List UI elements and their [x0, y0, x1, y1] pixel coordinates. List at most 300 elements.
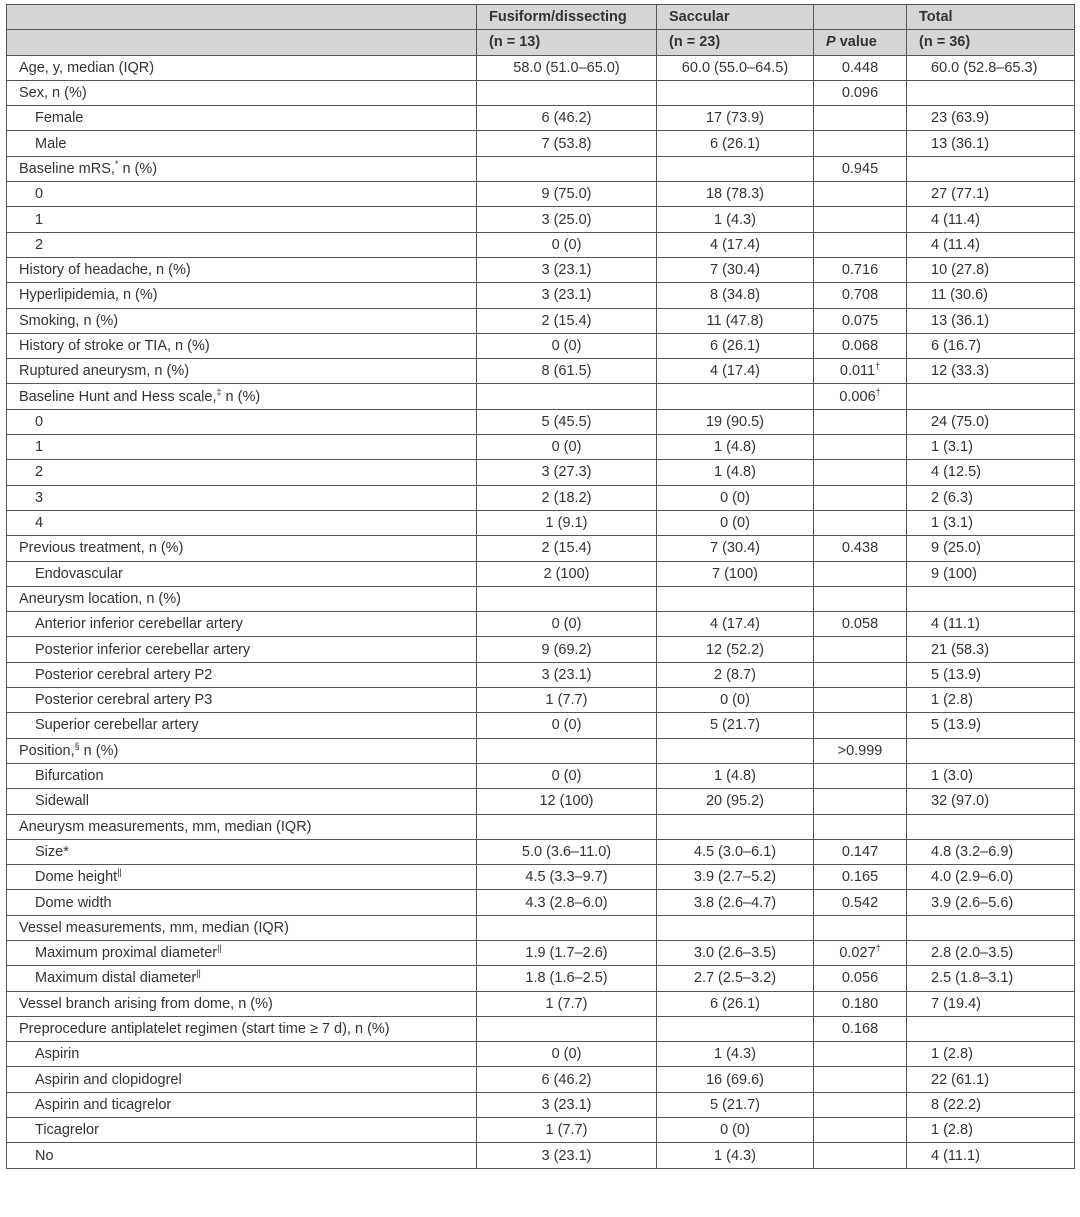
total-value [907, 561, 1075, 586]
total-value [907, 536, 1075, 561]
row-label-text: History of headache, n (%) [19, 262, 191, 279]
total-value-text: 1 (3.0) [931, 768, 973, 785]
fusiform-value-text: 0 (0) [551, 616, 582, 633]
row-label [7, 510, 477, 535]
p-value [814, 232, 907, 257]
row-label [7, 485, 477, 510]
table-row [7, 1016, 1075, 1041]
total-value [907, 890, 1075, 915]
total-value [907, 1016, 1075, 1041]
total-value-text: 3.9 (2.6–5.6) [931, 894, 1014, 911]
fusiform-value [477, 662, 657, 687]
saccular-value [657, 1143, 814, 1168]
table-row [7, 1118, 1075, 1143]
fusiform-value-text: 3 (23.1) [541, 666, 592, 683]
p-value-text: 0.438 [841, 540, 879, 557]
row-label-text: No [35, 1147, 54, 1164]
fusiform-value [477, 612, 657, 637]
fusiform-value-text: 3 (23.1) [541, 1147, 592, 1164]
saccular-value [657, 55, 814, 80]
total-value [907, 738, 1075, 763]
fusiform-value [477, 1067, 657, 1092]
row-label-text: Aneurysm location, n (%) [19, 590, 181, 607]
row-label-text: 0 [35, 413, 44, 430]
saccular-value-text: 4.5 (3.0–6.1) [693, 843, 777, 860]
saccular-value [657, 485, 814, 510]
saccular-value-text: 5 (21.7) [710, 717, 760, 734]
row-label-text: Position, [19, 742, 75, 759]
header-cell-saccular: Saccular [657, 5, 814, 30]
total-value [907, 283, 1075, 308]
row-label-suffix: n (%) [79, 742, 119, 759]
p-value-text: 0.006 [839, 388, 876, 405]
table-row [7, 637, 1075, 662]
row-label-text: Dome height [35, 869, 118, 886]
fusiform-value [477, 435, 657, 460]
row-label-text: Baseline mRS, [19, 160, 115, 177]
fusiform-value [477, 1092, 657, 1117]
table-row [7, 991, 1075, 1016]
row-label [7, 991, 477, 1016]
table-row [7, 232, 1075, 257]
saccular-value-text: 0 (0) [720, 515, 750, 532]
saccular-value-text: 1 (4.3) [714, 1147, 756, 1164]
fusiform-value-text: 3 (23.1) [541, 1096, 592, 1113]
saccular-value [657, 688, 814, 713]
saccular-value [657, 865, 814, 890]
header-cell-fusiform-n: (n = 13) [477, 30, 657, 55]
saccular-value-text: 1 (4.8) [714, 439, 756, 456]
fusiform-value-text: 5 (45.5) [541, 413, 592, 430]
total-value-text: 4 (11.1) [931, 616, 980, 633]
row-label [7, 940, 477, 965]
saccular-value [657, 915, 814, 940]
total-value [907, 131, 1075, 156]
row-label-suffix: n (%) [221, 388, 261, 405]
total-value-text: 5 (13.9) [931, 717, 981, 734]
saccular-value [657, 637, 814, 662]
table-row [7, 536, 1075, 561]
total-value-text: 1 (3.1) [931, 515, 973, 532]
total-value-text: 1 (3.1) [931, 439, 973, 456]
total-value-text: 1 (2.8) [931, 692, 973, 709]
total-value [907, 662, 1075, 687]
total-value [907, 1118, 1075, 1143]
total-value-text: 32 (97.0) [931, 793, 990, 810]
p-value-text: 0.147 [841, 843, 879, 860]
total-value-text: 1 (2.8) [931, 1122, 973, 1139]
total-value [907, 182, 1075, 207]
row-label [7, 55, 477, 80]
saccular-value-text: 18 (78.3) [705, 186, 765, 203]
total-value-text: 9 (25.0) [931, 540, 981, 557]
saccular-value-text: 6 (26.1) [710, 995, 760, 1012]
saccular-value-text: 1 (4.3) [714, 1046, 756, 1063]
saccular-value [657, 460, 814, 485]
row-label [7, 738, 477, 763]
p-value [814, 156, 907, 181]
p-value [814, 182, 907, 207]
total-value [907, 713, 1075, 738]
p-value [814, 637, 907, 662]
fusiform-value [477, 586, 657, 611]
table-row [7, 586, 1075, 611]
total-value-text: 2.8 (2.0–3.5) [931, 945, 1014, 962]
fusiform-value-text: 58.0 (51.0–65.0) [513, 59, 620, 76]
table-row [7, 435, 1075, 460]
table-row [7, 207, 1075, 232]
saccular-value [657, 738, 814, 763]
row-label-text: Posterior inferior cerebellar artery [35, 641, 251, 658]
total-value [907, 586, 1075, 611]
fusiform-value [477, 55, 657, 80]
table-header [7, 5, 1075, 56]
row-label [7, 435, 477, 460]
total-value-text: 4 (12.5) [931, 464, 981, 481]
row-label [7, 333, 477, 358]
total-value [907, 384, 1075, 409]
total-value [907, 308, 1075, 333]
fusiform-value-text: 1 (7.7) [545, 1122, 588, 1139]
saccular-value [657, 940, 814, 965]
table-row [7, 55, 1075, 80]
saccular-value-text: 8 (34.8) [710, 287, 760, 304]
total-value-text: 6 (16.7) [931, 338, 981, 354]
total-value-text: 4 (11.4) [931, 211, 980, 228]
p-value-text: 0.542 [841, 894, 879, 911]
row-label-text: Hyperlipidemia, n (%) [19, 287, 158, 304]
row-label [7, 1143, 477, 1168]
row-label [7, 131, 477, 156]
fusiform-value [477, 359, 657, 384]
total-value-text: 4.8 (3.2–6.9) [931, 843, 1014, 860]
row-label-text: Dome width [35, 894, 112, 911]
saccular-value-text: 4 (17.4) [710, 236, 760, 253]
p-value [814, 865, 907, 890]
total-value [907, 763, 1075, 788]
row-label-text: 2 [35, 464, 44, 481]
row-label [7, 789, 477, 814]
header-row-2 [7, 30, 1075, 55]
saccular-value-text: 12 (52.2) [705, 641, 765, 658]
saccular-value [657, 586, 814, 611]
saccular-value [657, 612, 814, 637]
fusiform-value-text: 4.5 (3.3–9.7) [525, 869, 608, 886]
fusiform-value-text: 1 (7.7) [545, 995, 588, 1012]
row-label-text: Vessel measurements, mm, median (IQR) [19, 919, 289, 936]
p-value [814, 688, 907, 713]
total-value [907, 612, 1075, 637]
saccular-value-text: 2 (8.7) [714, 666, 756, 683]
total-value-text: 23 (63.9) [931, 110, 990, 127]
fusiform-value [477, 409, 657, 434]
fusiform-value [477, 991, 657, 1016]
saccular-value [657, 1016, 814, 1041]
fusiform-value [477, 763, 657, 788]
row-label [7, 308, 477, 333]
p-value-text: >0.999 [837, 742, 883, 759]
fusiform-value [477, 637, 657, 662]
fusiform-value-text: 2 (15.4) [541, 540, 592, 557]
total-value [907, 814, 1075, 839]
row-label [7, 1092, 477, 1117]
table-row [7, 688, 1075, 713]
row-label [7, 384, 477, 409]
p-value [814, 1042, 907, 1067]
p-value-text: 0.075 [841, 312, 879, 329]
fusiform-value-text: 5.0 (3.6–11.0) [521, 843, 612, 860]
fusiform-value [477, 1016, 657, 1041]
table-row [7, 460, 1075, 485]
row-label-text: Previous treatment, n (%) [19, 540, 184, 557]
total-value [907, 510, 1075, 535]
total-value [907, 915, 1075, 940]
saccular-value [657, 890, 814, 915]
p-value [814, 510, 907, 535]
total-value-text: 2.5 (1.8–3.1) [931, 970, 1014, 987]
row-label-text: 2 [35, 236, 44, 253]
fusiform-value-text: 0 (0) [551, 338, 582, 354]
total-value [907, 409, 1075, 434]
p-value [814, 409, 907, 434]
p-value [814, 763, 907, 788]
total-value-text: 5 (13.9) [931, 666, 981, 683]
p-value [814, 738, 907, 763]
saccular-value-text: 3.0 (2.6–3.5) [693, 945, 777, 962]
table-row [7, 131, 1075, 156]
table-row [7, 359, 1075, 384]
total-value [907, 333, 1075, 358]
row-label-text: Aspirin and clopidogrel [35, 1071, 182, 1088]
fusiform-value-text: 9 (69.2) [541, 641, 592, 658]
row-label-text: Sidewall [35, 793, 89, 810]
total-value [907, 966, 1075, 991]
fusiform-value [477, 536, 657, 561]
characteristics-table [6, 4, 1075, 1169]
total-value-text: 27 (77.1) [931, 186, 990, 203]
fusiform-value [477, 1042, 657, 1067]
p-value [814, 435, 907, 460]
fusiform-value-text: 0 (0) [551, 236, 582, 253]
row-label [7, 106, 477, 131]
p-value-text: 0.180 [841, 995, 879, 1012]
saccular-value [657, 308, 814, 333]
total-value-text: 1 (2.8) [931, 1046, 973, 1063]
p-value [814, 55, 907, 80]
significance-marker: † [875, 386, 881, 397]
saccular-value-text: 19 (90.5) [705, 413, 765, 430]
fusiform-value [477, 814, 657, 839]
p-value [814, 561, 907, 586]
total-value [907, 232, 1075, 257]
fusiform-value [477, 460, 657, 485]
row-label-text: Preprocedure antiplatelet regimen (start time ≥ 7 d), n (%) [19, 1021, 390, 1038]
saccular-value [657, 80, 814, 105]
significance-marker: † [875, 943, 881, 954]
pvalue-italic-p: P [826, 34, 836, 51]
p-value [814, 612, 907, 637]
fusiform-value [477, 915, 657, 940]
p-value [814, 80, 907, 105]
total-value [907, 637, 1075, 662]
saccular-value-text: 60.0 (55.0–64.5) [681, 59, 789, 76]
total-value [907, 55, 1075, 80]
saccular-value [657, 131, 814, 156]
table-row [7, 510, 1075, 535]
footnote-marker: ‡ [216, 386, 222, 397]
total-value-text: 13 (36.1) [931, 135, 990, 152]
total-value-text: 8 (22.2) [931, 1096, 981, 1113]
p-value [814, 308, 907, 333]
p-value [814, 662, 907, 687]
saccular-value [657, 713, 814, 738]
saccular-value [657, 232, 814, 257]
row-label-text: Smoking, n (%) [19, 312, 119, 329]
fusiform-value [477, 713, 657, 738]
p-value-text: 0.058 [841, 616, 879, 633]
p-value [814, 384, 907, 409]
saccular-value [657, 435, 814, 460]
fusiform-value-text: 0 (0) [551, 768, 582, 785]
row-label [7, 1067, 477, 1092]
row-label [7, 561, 477, 586]
saccular-value [657, 510, 814, 535]
p-value-text: 0.168 [841, 1021, 879, 1038]
table-row [7, 333, 1075, 358]
fusiform-value-text: 6 (46.2) [541, 1071, 592, 1088]
saccular-value-text: 6 (26.1) [710, 135, 760, 152]
p-value [814, 257, 907, 282]
row-label [7, 232, 477, 257]
total-value-text: 7 (19.4) [931, 995, 981, 1012]
table-row [7, 662, 1075, 687]
total-value [907, 359, 1075, 384]
row-label-text: 1 [35, 211, 44, 228]
p-value [814, 106, 907, 131]
saccular-value [657, 257, 814, 282]
row-label-text: Age, y, median (IQR) [19, 59, 155, 76]
saccular-value-text: 0 (0) [720, 692, 750, 709]
p-value [814, 814, 907, 839]
row-label [7, 1118, 477, 1143]
total-value-text: 21 (58.3) [931, 641, 990, 658]
footnote-marker: || [217, 943, 222, 954]
row-label [7, 637, 477, 662]
fusiform-value [477, 80, 657, 105]
p-value [814, 991, 907, 1016]
row-label-suffix: n (%) [118, 160, 158, 177]
header-cell-fusiform: Fusiform/dissecting [477, 5, 657, 30]
saccular-value-text: 6 (26.1) [710, 338, 760, 354]
row-label [7, 156, 477, 181]
saccular-value-text: 7 (30.4) [710, 540, 760, 557]
saccular-value-text: 1 (4.8) [714, 768, 756, 785]
p-value [814, 131, 907, 156]
fusiform-value [477, 333, 657, 358]
row-label-text: Anterior inferior cerebellar artery [35, 616, 243, 633]
row-label-text: Baseline Hunt and Hess scale, [19, 388, 217, 405]
saccular-value-text: 0 (0) [720, 1122, 750, 1139]
saccular-value-text: 7 (100) [712, 565, 758, 582]
table-row [7, 1143, 1075, 1168]
fusiform-value [477, 308, 657, 333]
table-row [7, 713, 1075, 738]
header-cell-saccular-n: (n = 23) [657, 30, 814, 55]
row-label [7, 662, 477, 687]
p-value [814, 1092, 907, 1117]
saccular-value [657, 1067, 814, 1092]
saccular-value-text: 1 (4.3) [714, 211, 756, 228]
row-label [7, 763, 477, 788]
table-row [7, 384, 1075, 409]
row-label [7, 1016, 477, 1041]
saccular-value [657, 359, 814, 384]
total-value-text: 4 (11.1) [931, 1147, 980, 1164]
row-label-text: Ruptured aneurysm, n (%) [19, 363, 190, 380]
fusiform-value-text: 9 (75.0) [541, 186, 592, 203]
p-value [814, 1067, 907, 1092]
total-value [907, 485, 1075, 510]
saccular-value [657, 182, 814, 207]
row-label-text: Superior cerebellar artery [35, 717, 199, 734]
table-row [7, 890, 1075, 915]
pvalue-label-rest: value [835, 34, 877, 51]
row-label [7, 890, 477, 915]
table-row [7, 814, 1075, 839]
p-value [814, 283, 907, 308]
saccular-value [657, 1118, 814, 1143]
header-cell-blank [7, 30, 477, 55]
p-value [814, 915, 907, 940]
fusiform-value [477, 283, 657, 308]
p-value [814, 1143, 907, 1168]
row-label-text: Male [35, 135, 67, 152]
table-row [7, 865, 1075, 890]
saccular-value [657, 814, 814, 839]
saccular-value-text: 4 (17.4) [710, 363, 760, 380]
saccular-value-text: 3.9 (2.7–5.2) [693, 869, 777, 886]
row-label [7, 814, 477, 839]
table-row [7, 1067, 1075, 1092]
row-label [7, 80, 477, 105]
p-value-text: 0.165 [841, 869, 879, 886]
table-row [7, 106, 1075, 131]
saccular-value-text: 2.7 (2.5–3.2) [693, 970, 777, 987]
header-cell-pvalue-top [814, 5, 907, 30]
table-row [7, 409, 1075, 434]
table-row [7, 612, 1075, 637]
fusiform-value [477, 207, 657, 232]
total-value [907, 865, 1075, 890]
row-label-text: Posterior cerebral artery P3 [35, 692, 213, 709]
footnote-marker: * [114, 159, 119, 170]
p-value-text: 0.011 [839, 363, 876, 380]
fusiform-value [477, 940, 657, 965]
row-label [7, 359, 477, 384]
row-label-text: Ticagrelor [35, 1122, 99, 1139]
table-body [7, 55, 1075, 1168]
row-label-text: Maximum distal diameter [35, 970, 197, 987]
total-value [907, 156, 1075, 181]
table-row [7, 257, 1075, 282]
p-value [814, 359, 907, 384]
saccular-value-text: 16 (69.6) [705, 1071, 765, 1088]
p-value [814, 789, 907, 814]
total-value [907, 460, 1075, 485]
row-label-text: 3 [35, 489, 44, 506]
p-value-text: 0.056 [841, 970, 879, 987]
saccular-value-text: 17 (73.9) [705, 110, 765, 127]
